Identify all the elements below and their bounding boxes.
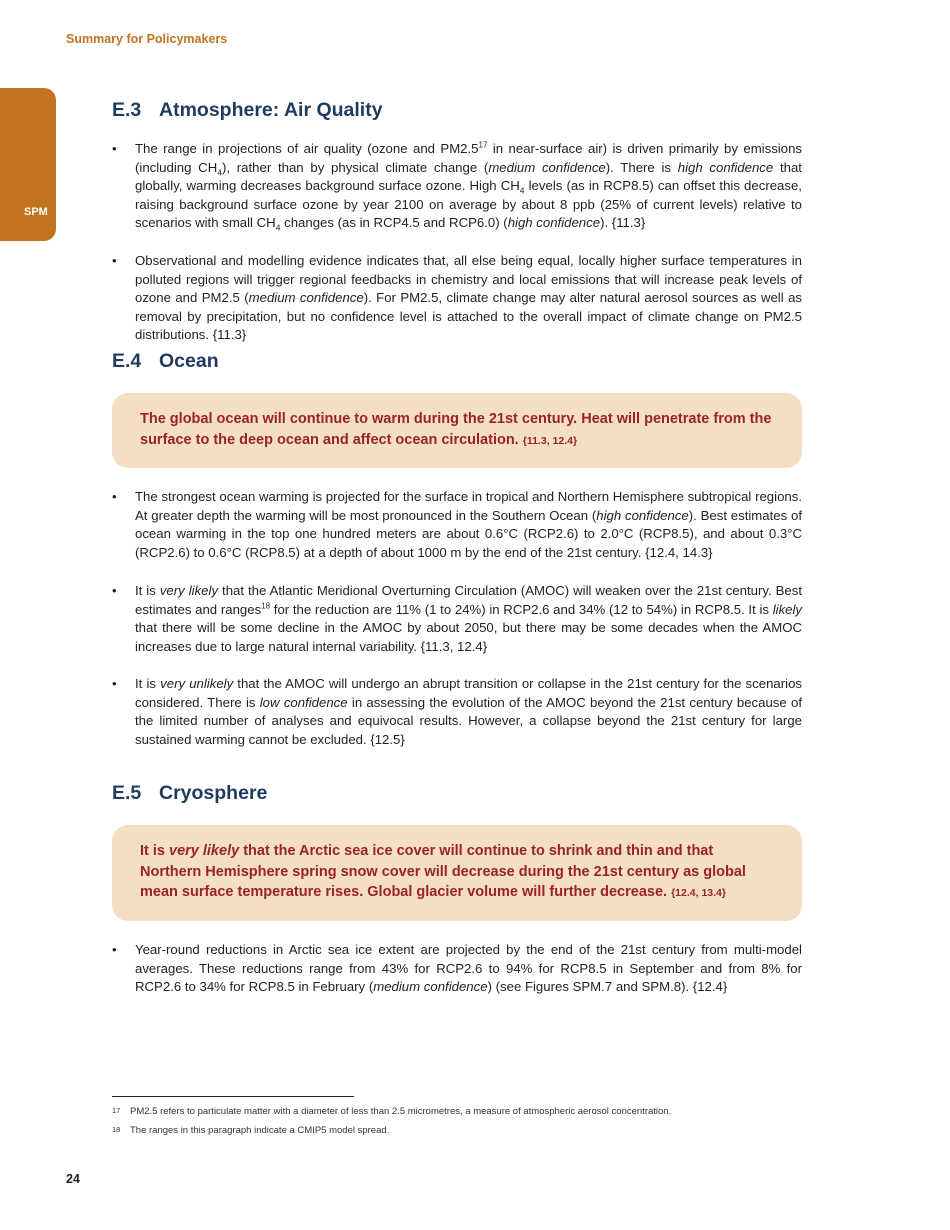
- side-tab-label: SPM: [24, 206, 48, 218]
- bullet-text: The range in projections of air quality (ozone and $PM2.5^{17}$ in near-surface air) is driven primarily by emissions (including $CH_4$), rather than by physical climate change (medium confidence). There is high confidence that globally, warming decreases background surface ozone. High $CH_4$ levels (as in RCP8.5) can offset this decrease, raising background surface ozone by year 2100 on average by about 8 ppb (25% of current levels) relative to scenarios with small $CH_4$ changes (as in RCP4.5 and RCP6.0) (high confidence). {11.3}: [135, 140, 802, 234]
- footnote-ref: 18: [261, 601, 271, 611]
- section-number: E.4: [112, 350, 142, 372]
- bullet-text: The strongest ocean warming is projected for the surface in tropical and Northern Hemisphere subtropical regions. At greater depth the warming will be most pronounced in the Southern Ocean (high confidence). Best estimates of ocean warming in the top one hundred meters are about 0.6°C (RCP2.6) to 2.0°C (RCP8.5), and about 0.3°C (RCP2.6) to 0.6°C (RCP8.5) at a depth of about 1000 m by the end of the 21st century. {12.4, 14.3}: [135, 489, 803, 560]
- bullet-icon: •: [112, 141, 117, 156]
- bullet-item: [112, 675, 802, 749]
- section-heading-e4: [112, 350, 219, 373]
- footnote-number: 17: [112, 1106, 121, 1115]
- section-number: E.3: [112, 99, 142, 121]
- key-finding-callout: [112, 825, 802, 921]
- bullet-text: It is very likely that the Atlantic Meridional Overturning Circulation (AMOC) will weaken over the 21st century. Best estimates and ranges$^{18}$ for the reduction are 11% (1 to 24%) in RCP2.6 and 34% (12 to 54%) in RCP8.5. It is likely that there will be some decline in the AMOC by about 2050, but there may be some decades when the AMOC increases due to large natural internal variability. {11.3, 12.4}: [135, 583, 803, 654]
- footnote-ref: 17: [478, 140, 488, 150]
- section-heading-e5: [112, 782, 267, 805]
- section-heading-e3: [112, 99, 383, 122]
- footnote: [112, 1125, 389, 1136]
- bullet-item: [112, 140, 802, 233]
- footnote-text: PM2.5 refers to particulate matter with a diameter of less than 2.5 micrometres, a measure of atmospheric aerosol concentration.: [130, 1106, 672, 1117]
- bullet-item: [112, 488, 802, 562]
- running-head-title: Summary for Policymakers: [66, 32, 228, 46]
- bullet-item: [112, 252, 802, 345]
- callout-text: The global ocean will continue to warm during the 21st century. Heat will penetrate from the surface to the deep ocean and affect ocean circulation. {11.3, 12.4}: [140, 411, 772, 448]
- bullet-icon: •: [112, 253, 117, 268]
- bullet-item: [112, 582, 802, 656]
- bullet-text: Year-round reductions in Arctic sea ice extent are projected by the end of the 21st century from multi-model averages. These reductions range from 43% for RCP2.6 to 94% for RCP8.5 in September and from 8% for RCP2.6 to 34% for RCP8.5 in February (medium confidence) (see Figures SPM.7 and SPM.8). {12.4}: [135, 942, 802, 995]
- bullet-text: Observational and modelling evidence indicates that, all else being equal, locally higher surface temperatures in polluted regions will trigger regional feedbacks in chemistry and local emissions that will increase peak levels of ozone and PM2.5 (medium confidence). For PM2.5, climate change may alter natural aerosol sources as well as removal by precipitation, but no confidence level is attached to the overall impact of climate change on PM2.5 distributions. {11.3}: [135, 253, 802, 343]
- bullet-item: [112, 941, 802, 997]
- bullet-icon: •: [112, 676, 117, 691]
- callout-reference: {12.4, 13.4}: [671, 887, 726, 899]
- page-number: 24: [66, 1172, 80, 1186]
- footnote-divider: [112, 1096, 354, 1097]
- bullet-icon: •: [112, 583, 117, 598]
- callout-text: It is very likely that the Arctic sea ice cover will continue to shrink and thin and that Northern Hemisphere spring snow cover will decrease during the 21st century as global mean surface temperature rises. Global glacier volume will further decrease. {12.4, 13.4}: [140, 843, 746, 900]
- bullet-icon: •: [112, 942, 117, 957]
- bullet-icon: •: [112, 489, 117, 504]
- section-title: Atmosphere: Air Quality: [159, 99, 383, 121]
- section-title: Cryosphere: [159, 782, 268, 804]
- footnote-text: The ranges in this paragraph indicate a CMIP5 model spread.: [130, 1125, 390, 1136]
- footnote: [112, 1106, 671, 1117]
- section-side-tab: [0, 88, 56, 241]
- callout-reference: {11.3, 12.4}: [522, 434, 578, 447]
- bullet-text: It is very unlikely that the AMOC will undergo an abrupt transition or collapse in the 21st century for the scenarios considered. There is low confidence in assessing the evolution of the AMOC beyond the 21st century because of the limited number of analyses and equivocal results. However, a collapse beyond the 21st century for large sustained warming cannot be excluded. {12.5}: [135, 676, 803, 747]
- section-number: E.5: [112, 782, 142, 804]
- key-finding-callout: [112, 393, 802, 468]
- footnote-number: 18: [112, 1125, 121, 1134]
- section-title: Ocean: [159, 350, 219, 372]
